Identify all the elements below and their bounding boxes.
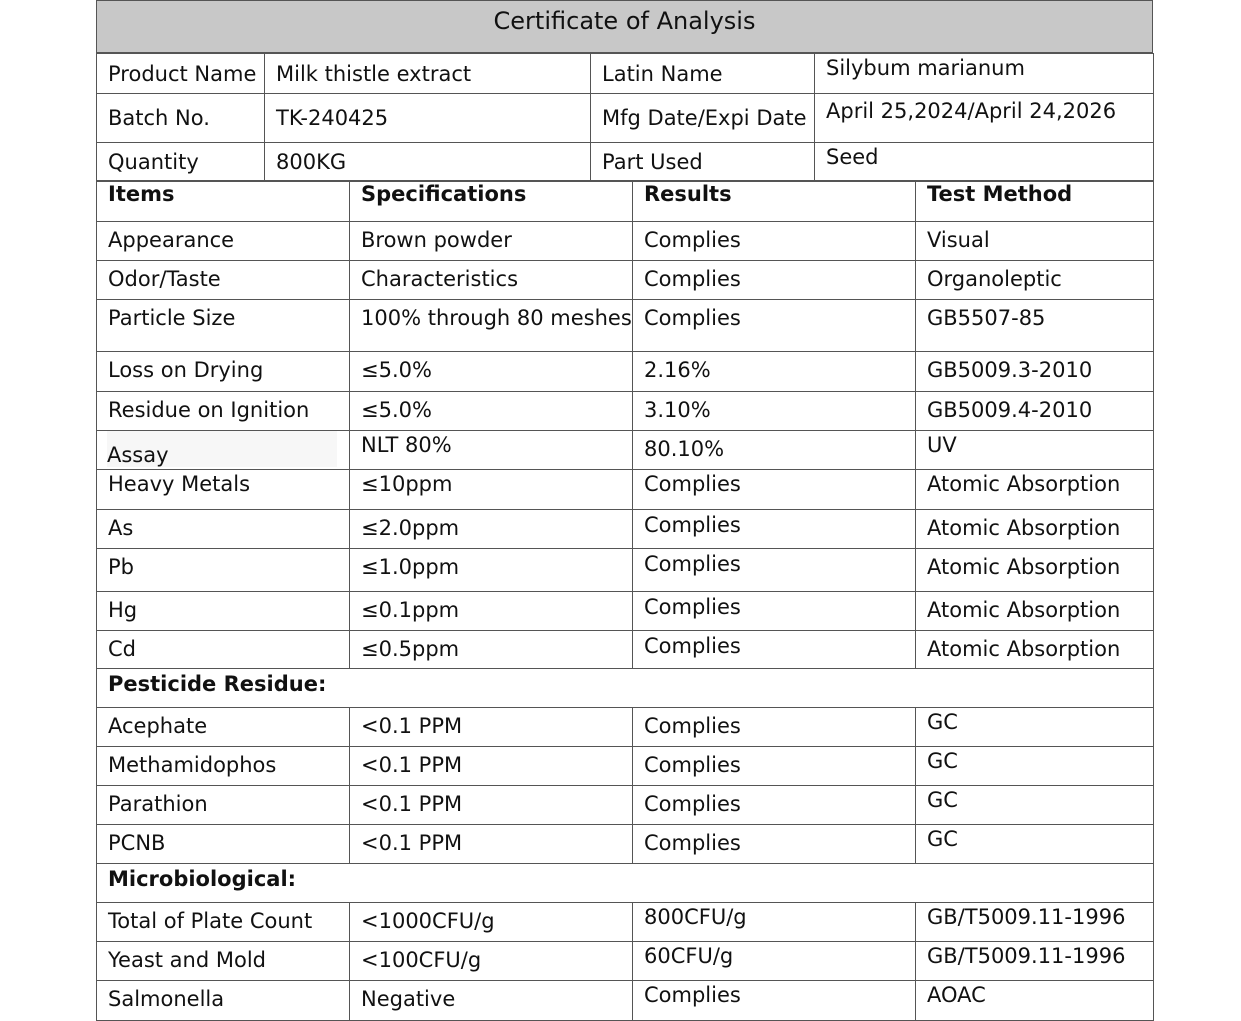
spec-cell: ≤2.0ppm <box>350 510 633 549</box>
item-cell: Particle Size <box>97 300 350 352</box>
table-row <box>97 352 1154 392</box>
item-cell: Pb <box>97 549 350 592</box>
spec-cell: ≤5.0% <box>350 392 633 431</box>
result-cell: Complies <box>633 981 916 1021</box>
part-used-value: Seed <box>815 143 1154 181</box>
item-cell: PCNB <box>97 825 350 864</box>
spec-cell: ≤5.0% <box>350 352 633 392</box>
item-cell: Odor/Taste <box>97 261 350 300</box>
result-cell: Complies <box>633 631 916 669</box>
spec-cell: ≤0.5ppm <box>350 631 633 669</box>
section-row <box>97 669 1154 708</box>
quantity-value: 800KG <box>265 143 591 181</box>
result-cell: Complies <box>633 708 916 747</box>
result-cell: Complies <box>633 786 916 825</box>
table-row <box>97 300 1154 352</box>
micro-section-title: Microbiological: <box>97 864 1154 903</box>
method-cell: Visual <box>916 222 1154 261</box>
item-cell: Yeast and Mold <box>97 942 350 981</box>
col-header-specifications: Specifications <box>350 182 633 222</box>
part-used-label: Part Used <box>591 143 815 181</box>
mfg-date-value: April 25,2024/April 24,2026 <box>815 94 1154 143</box>
item-cell: Hg <box>97 592 350 631</box>
item-cell: Residue on Ignition <box>97 392 350 431</box>
table-row <box>97 825 1154 864</box>
result-cell: Complies <box>633 470 916 510</box>
col-header-items: Items <box>97 182 350 222</box>
result-cell: Complies <box>633 747 916 786</box>
result-cell: 2.16% <box>633 352 916 392</box>
method-cell: GB5009.4-2010 <box>916 392 1154 431</box>
method-cell: GB/T5009.11-1996 <box>916 903 1154 942</box>
table-row <box>97 747 1154 786</box>
method-cell: Atomic Absorption <box>916 549 1154 592</box>
result-cell: Complies <box>633 300 916 352</box>
info-row <box>97 54 1154 94</box>
item-cell: As <box>97 510 350 549</box>
result-cell: 3.10% <box>633 392 916 431</box>
item-cell <box>97 431 350 470</box>
product-name-value: Milk thistle extract <box>265 54 591 94</box>
item-cell: Appearance <box>97 222 350 261</box>
method-cell: AOAC <box>916 981 1154 1021</box>
analysis-table <box>96 181 1154 1021</box>
latin-name-label: Latin Name <box>591 54 815 94</box>
spec-cell: <0.1 PPM <box>350 747 633 786</box>
spec-cell: NLT 80% <box>350 431 633 470</box>
column-header-row <box>97 182 1154 222</box>
table-row <box>97 510 1154 549</box>
method-cell: Atomic Absorption <box>916 631 1154 669</box>
table-row <box>97 261 1154 300</box>
result-cell: 60CFU/g <box>633 942 916 981</box>
table-row <box>97 942 1154 981</box>
table-row <box>97 222 1154 261</box>
method-cell: Atomic Absorption <box>916 510 1154 549</box>
result-cell: Complies <box>633 222 916 261</box>
table-row <box>97 903 1154 942</box>
batch-label: Batch No. <box>97 94 265 143</box>
col-header-results: Results <box>633 182 916 222</box>
assay-label: Assay <box>107 431 337 467</box>
col-header-test-method: Test Method <box>916 182 1154 222</box>
result-cell: 800CFU/g <box>633 903 916 942</box>
item-cell: Total of Plate Count <box>97 903 350 942</box>
product-info-table <box>96 53 1154 181</box>
table-row <box>97 470 1154 510</box>
method-cell: GC <box>916 825 1154 864</box>
document-title: Certificate of Analysis <box>96 0 1153 53</box>
item-cell: Acephate <box>97 708 350 747</box>
table-row <box>97 431 1154 470</box>
table-row <box>97 786 1154 825</box>
spec-cell: ≤1.0ppm <box>350 549 633 592</box>
table-row <box>97 592 1154 631</box>
table-row <box>97 549 1154 592</box>
method-cell: GB5507-85 <box>916 300 1154 352</box>
result-cell: 80.10% <box>633 431 916 470</box>
product-name-label: Product Name <box>97 54 265 94</box>
table-row <box>97 631 1154 669</box>
method-cell: UV <box>916 431 1154 470</box>
item-cell: Loss on Drying <box>97 352 350 392</box>
table-row <box>97 708 1154 747</box>
spec-cell: Brown powder <box>350 222 633 261</box>
info-row <box>97 143 1154 181</box>
method-cell: Atomic Absorption <box>916 592 1154 631</box>
latin-name-value: Silybum marianum <box>815 54 1154 94</box>
method-cell: Organoleptic <box>916 261 1154 300</box>
info-row <box>97 94 1154 143</box>
spec-cell: <100CFU/g <box>350 942 633 981</box>
result-cell: Complies <box>633 592 916 631</box>
method-cell: GC <box>916 747 1154 786</box>
method-cell: GC <box>916 786 1154 825</box>
spec-cell: 100% through 80 meshes <box>350 300 633 352</box>
pesticide-section-title: Pesticide Residue: <box>97 669 1154 708</box>
spec-cell: <0.1 PPM <box>350 825 633 864</box>
item-cell: Salmonella <box>97 981 350 1021</box>
spec-cell: <0.1 PPM <box>350 786 633 825</box>
method-cell: Atomic Absorption <box>916 470 1154 510</box>
item-cell: Cd <box>97 631 350 669</box>
spec-cell: ≤0.1ppm <box>350 592 633 631</box>
certificate-document <box>96 0 1153 1021</box>
item-cell: Methamidophos <box>97 747 350 786</box>
spec-cell: <0.1 PPM <box>350 708 633 747</box>
spec-cell: ≤10ppm <box>350 470 633 510</box>
spec-cell: <1000CFU/g <box>350 903 633 942</box>
section-row <box>97 864 1154 903</box>
item-cell: Parathion <box>97 786 350 825</box>
spec-cell: Characteristics <box>350 261 633 300</box>
table-row <box>97 392 1154 431</box>
batch-value: TK-240425 <box>265 94 591 143</box>
result-cell: Complies <box>633 261 916 300</box>
method-cell: GB/T5009.11-1996 <box>916 942 1154 981</box>
table-row <box>97 981 1154 1021</box>
method-cell: GC <box>916 708 1154 747</box>
spec-cell: Negative <box>350 981 633 1021</box>
item-cell: Heavy Metals <box>97 470 350 510</box>
result-cell: Complies <box>633 510 916 549</box>
result-cell: Complies <box>633 825 916 864</box>
mfg-date-label: Mfg Date/Expi Date <box>591 94 815 143</box>
result-cell: Complies <box>633 549 916 592</box>
quantity-label: Quantity <box>97 143 265 181</box>
method-cell: GB5009.3-2010 <box>916 352 1154 392</box>
